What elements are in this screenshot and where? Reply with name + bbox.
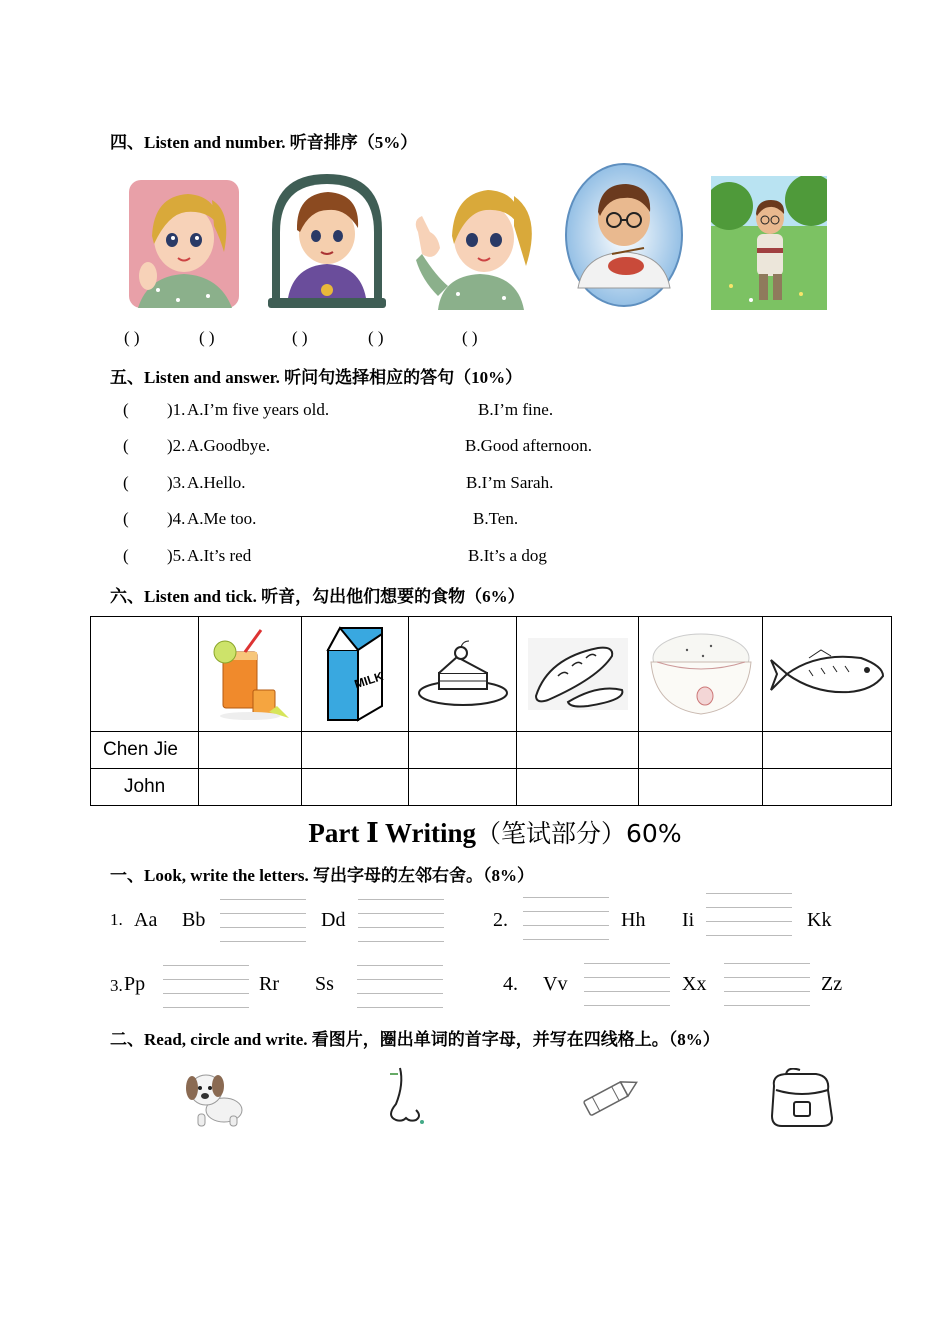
option-a: A.Hello. (187, 473, 246, 492)
option-a: A.Me too. (187, 509, 257, 528)
four-line-grid-e[interactable] (358, 899, 444, 941)
order-blank-4[interactable]: ( ) (368, 328, 384, 347)
section5-title: 五、Listen and answer. 听问句选择相应的答句（10%） (110, 368, 523, 387)
crayon-icon (576, 1072, 646, 1120)
tick-cell[interactable] (409, 732, 517, 769)
food-tick-table (90, 616, 892, 806)
letter-xx: Xx (682, 973, 707, 995)
question-row-2 (123, 436, 643, 456)
answer-blank[interactable]: ( (123, 400, 129, 419)
letter-rr: Rr (259, 973, 279, 995)
option-a: A.It’s red (187, 546, 252, 565)
boy-window-picture (266, 170, 388, 310)
answer-blank[interactable]: ( (123, 473, 129, 492)
milk-icon (320, 624, 390, 724)
letter-hh: Hh (621, 909, 646, 931)
question-number: )1. (167, 400, 186, 419)
juice-icon (205, 626, 295, 722)
part-title-cn: （笔试部分）60% (476, 819, 682, 848)
food-cell-fish (763, 617, 892, 732)
part-title (0, 814, 950, 850)
four-line-grid-t[interactable] (357, 965, 443, 1007)
tick-cell[interactable] (639, 732, 763, 769)
tick-cell[interactable] (198, 732, 301, 769)
boy-eating-picture (564, 162, 684, 308)
tick-cell[interactable] (517, 769, 639, 806)
tick-cell[interactable] (198, 769, 301, 806)
order-blank-1[interactable]: ( ) (124, 328, 140, 347)
letter-ii: Ii (682, 909, 695, 931)
fish-icon (769, 644, 885, 704)
letter-dd: Dd (321, 909, 346, 931)
girl-waving-picture (128, 178, 240, 310)
empty-header-cell (91, 617, 199, 732)
question-number: )2. (167, 436, 186, 455)
food-cell-milk (301, 617, 409, 732)
section6-title: 六、Listen and tick. 听音，勾出他们想要的食物（6%） (110, 587, 525, 606)
tick-cell[interactable] (763, 732, 892, 769)
tick-cell[interactable] (409, 769, 517, 806)
section4-title: 四、Listen and number. 听音排序（5%） (110, 133, 418, 152)
tick-cell[interactable] (639, 769, 763, 806)
question-number: )3. (167, 473, 186, 492)
tick-cell[interactable] (301, 732, 409, 769)
item-number-3: 3. (110, 976, 123, 995)
answer-blank[interactable]: ( (123, 436, 129, 455)
order-blank-5[interactable]: ( ) (462, 328, 478, 347)
four-line-grid-j[interactable] (706, 893, 792, 935)
milk-label: MILK (352, 669, 385, 692)
girl-pointing-picture (408, 176, 544, 310)
option-a: A.Goodbye. (187, 436, 271, 455)
boy-park-picture (711, 176, 827, 310)
letter-bb: Bb (182, 909, 206, 931)
tick-cell[interactable] (517, 732, 639, 769)
option-b: B.I’m fine. (478, 400, 554, 419)
option-b: B.It’s a dog (468, 546, 547, 565)
row-name-john: John (91, 769, 199, 806)
option-b: B.I’m Sarah. (466, 473, 554, 492)
four-line-grid-q[interactable] (163, 965, 249, 1007)
writing2-title: 二、Read, circle and write. 看图片，圈出单词的首字母，并写在四线格上。（8%） (110, 1030, 720, 1049)
letter-zz: Zz (821, 973, 843, 995)
option-b: B.Good afternoon. (465, 436, 593, 455)
row-name-chen-jie: Chen Jie (91, 732, 199, 769)
food-cell-cake (409, 617, 517, 732)
option-b: B.Ten. (473, 509, 519, 528)
bread-icon (528, 638, 628, 710)
question-row-1 (123, 400, 643, 420)
tick-cell[interactable] (763, 769, 892, 806)
four-line-grid-w[interactable] (584, 963, 670, 1005)
item-number-4: 4. (503, 973, 518, 995)
letter-ss: Ss (315, 973, 334, 995)
letter-aa: Aa (134, 909, 158, 931)
bag-icon (766, 1068, 836, 1128)
item-number-1: 1. (110, 910, 123, 929)
nose-icon (382, 1064, 428, 1130)
order-blank-2[interactable]: ( ) (199, 328, 215, 347)
cake-icon (417, 639, 509, 709)
option-a: A.I’m five years old. (187, 400, 330, 419)
tick-cell[interactable] (301, 769, 409, 806)
question-row-4 (123, 509, 643, 529)
question-row-5 (123, 546, 643, 566)
four-line-grid-g[interactable] (523, 897, 609, 939)
letter-vv: Vv (543, 973, 568, 995)
part-title-en: Part Ⅰ Writing (308, 818, 477, 848)
question-number: )4. (167, 509, 186, 528)
food-cell-bread (517, 617, 639, 732)
writing1-title: 一、Look, write the letters. 写出字母的左邻右舍。（8%） (110, 866, 535, 885)
question-row-3 (123, 473, 643, 493)
four-line-grid-y[interactable] (724, 963, 810, 1005)
letter-pp: Pp (124, 973, 146, 995)
food-cell-rice (639, 617, 763, 732)
answer-blank[interactable]: ( (123, 546, 129, 565)
four-line-grid-c[interactable] (220, 899, 306, 941)
item-number-2: 2. (493, 909, 508, 931)
order-blank-3[interactable]: ( ) (292, 328, 308, 347)
dog-icon (182, 1064, 246, 1130)
food-cell-juice (198, 617, 301, 732)
letter-kk: Kk (807, 909, 832, 931)
rice-icon (645, 628, 757, 720)
question-number: )5. (167, 546, 186, 565)
answer-blank[interactable]: ( (123, 509, 129, 528)
